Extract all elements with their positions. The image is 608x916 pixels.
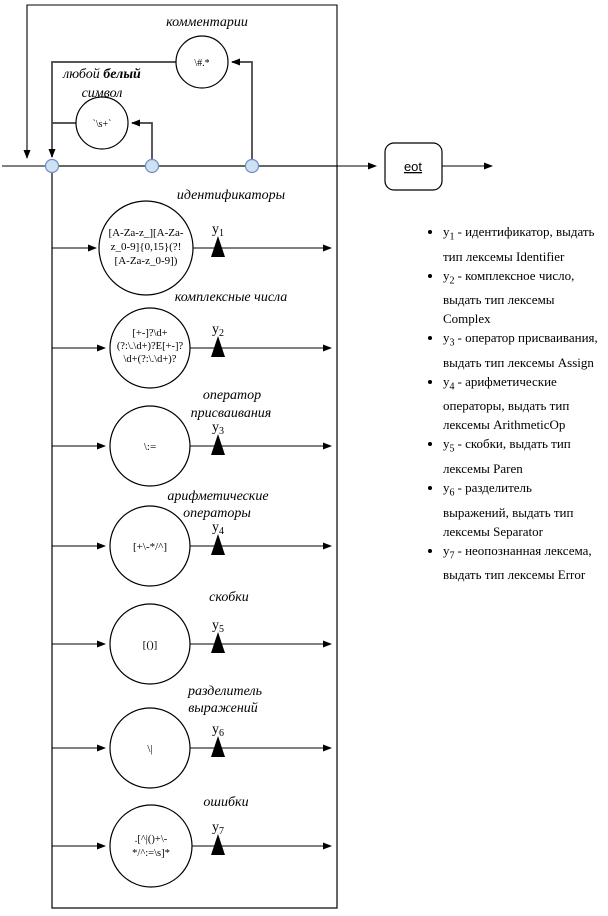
- whitespace-caption-word1: любой: [63, 67, 104, 82]
- output-marker-y1: [211, 236, 225, 257]
- whitespace-caption-line2: символ: [81, 86, 123, 101]
- legend-y6-line2: выражений, выдать тип: [443, 504, 574, 520]
- comment-regex-text: \#.*: [194, 58, 210, 69]
- assign-caption-line1: оператор: [202, 388, 262, 403]
- legend-y3-line2: выдать тип лексемы Assign: [443, 354, 594, 370]
- legend-y6-sub: 6: [449, 487, 455, 499]
- legend-item-y3: [443, 328, 608, 372]
- error-state-circle: [110, 805, 192, 887]
- whitespace-regex-text: `\s+`: [92, 119, 112, 130]
- legend-item-y6: [443, 478, 608, 541]
- legend-y7-line1: - неопознанная лексема,: [457, 542, 592, 558]
- output-marker-y2: [211, 336, 225, 357]
- separator-caption-line1: разделитель: [188, 684, 262, 699]
- whitespace-caption-word2: белый: [103, 67, 141, 82]
- legend-item-y5: [443, 434, 608, 478]
- error-regex-text: .[^|()+\-*/^:=\s]*: [132, 834, 170, 859]
- error-caption: ошибки: [203, 795, 249, 810]
- legend-y2-line3: Complex: [443, 311, 491, 327]
- output-legend-list: [428, 222, 608, 584]
- legend-y7-line2: выдать тип лексемы Error: [443, 567, 586, 583]
- legend-y3-var: y: [443, 330, 450, 346]
- comment-loop-tap-line: [232, 62, 252, 166]
- arithmetic-regex-text: [+\-*/^]: [133, 541, 167, 553]
- legend-y4-var: y: [443, 373, 450, 389]
- branch-errors: [52, 795, 331, 887]
- legend-y4-sub: 4: [449, 381, 455, 393]
- legend-y5-var: y: [443, 436, 450, 452]
- legend-y5-line2: лексемы Paren: [443, 460, 523, 476]
- output-label-y3: $y_3$: [212, 420, 224, 437]
- legend-y7-var: y: [443, 542, 450, 558]
- output-marker-y4: [211, 534, 225, 555]
- whitespace-loop-tap-line: [132, 123, 152, 166]
- separator-regex-text: \|: [147, 743, 153, 755]
- identifiers-caption: идентификаторы: [176, 188, 286, 203]
- legend-y4-line2: операторы, выдать тип: [443, 398, 570, 414]
- legend-y5-line1: - скобки, выдать тип: [457, 436, 571, 452]
- legend-y2-var: y: [443, 267, 450, 283]
- legend-y1-sub: 1: [449, 231, 455, 243]
- output-marker-y7: [211, 834, 225, 855]
- legend-item-y1: [443, 222, 608, 266]
- output-marker-y3: [211, 434, 225, 455]
- output-marker-y6: [211, 736, 225, 757]
- arithmetic-caption-line1: арифметические: [167, 489, 269, 504]
- arithmetic-caption-line2: операторы: [183, 506, 251, 521]
- legend-y6-line3: лексемы Separator: [443, 523, 543, 539]
- output-label-y6: $y_6$: [212, 722, 224, 739]
- legend-y1-var: y: [443, 224, 450, 239]
- legend-y1-line1: - идентификатор, выдать: [457, 224, 595, 239]
- branch-arithmetic-operators: [52, 489, 331, 586]
- legend-y2-sub: 2: [449, 275, 455, 287]
- legend-y3-line1: - оператор присваивания,: [457, 330, 598, 346]
- branch-assign-operator: [52, 388, 331, 486]
- legend-y4-line1: - арифметические: [457, 373, 557, 389]
- output-marker-y5: [211, 632, 225, 653]
- paren-regex-text: [()]: [142, 639, 158, 651]
- legend-y5-sub: 5: [449, 443, 455, 455]
- junction-dot-2: [146, 160, 159, 173]
- junction-dot-3: [246, 160, 259, 173]
- output-label-y1: $y_1$: [212, 222, 224, 239]
- assign-caption-line2: присваивания: [190, 406, 272, 421]
- legend-y6-line1: - разделитель: [457, 479, 532, 495]
- branch-complex-numbers: [52, 290, 331, 388]
- output-label-y7: $y_7$: [212, 820, 224, 837]
- legend-y4-line3: лексемы ArithmeticOp: [443, 417, 566, 433]
- junction-dot-1: [46, 160, 59, 173]
- legend-y3-sub: 3: [449, 337, 455, 349]
- output-label-y4: $y_4$: [212, 520, 224, 537]
- complex-caption: комплексные числа: [174, 290, 288, 305]
- whitespace-caption-line1: [62, 67, 141, 82]
- legend-item-y2: [443, 266, 608, 329]
- separator-caption-line2: выражений: [188, 701, 258, 716]
- assign-regex-text: \:=: [143, 441, 157, 453]
- branch-parens: [52, 590, 331, 684]
- eot-label: eot: [403, 159, 423, 174]
- legend-y6-var: y: [443, 479, 450, 495]
- comment-caption: комментарии: [166, 15, 248, 30]
- legend-item-y7: [443, 541, 608, 585]
- identifiers-regex-text: [A-Za-z_][A-Za-z_0-9]{0,15}(?! [A-Za-z_0-9]): [108, 227, 184, 267]
- complex-regex-text: [+-]?\d+ (?:\.\d+)?E[+-]? \d+(?:\.\d+)?: [116, 328, 184, 365]
- legend-y2-line1: - комплексное число,: [457, 267, 575, 283]
- paren-caption: скобки: [209, 590, 249, 605]
- output-label-y2: $y_2$: [212, 322, 224, 339]
- output-label-y5: $y_5$: [212, 618, 224, 635]
- token-rules-container-rect: [52, 166, 337, 908]
- legend-y1-line2: тип лексемы Identifier: [443, 248, 565, 264]
- legend-y2-line2: выдать тип лексемы: [443, 292, 555, 308]
- branch-separator: [52, 684, 331, 788]
- legend-y7-sub: 7: [449, 550, 455, 562]
- legend-item-y4: [443, 372, 608, 435]
- branch-identifiers: [52, 188, 331, 295]
